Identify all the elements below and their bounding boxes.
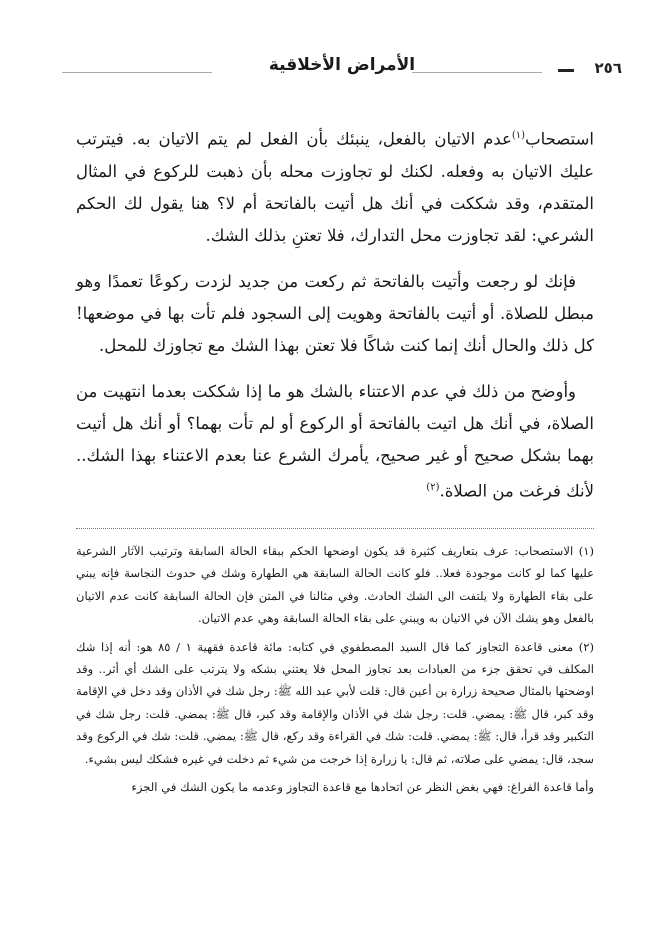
paragraph-1 (76, 120, 594, 252)
running-title: الأمراض الأخلاقية (268, 55, 416, 75)
header-rule-left (62, 72, 212, 73)
footnote-3: وأما قاعدة الفراغ: فهي بغض النظر عن اتحادها مع قاعدة التجاوز وعدمه ما يكون الشك في الجزء (131, 780, 594, 795)
footnote-ref-1[interactable]: (١) (511, 130, 526, 141)
paragraph-1-lead: استصحاب (525, 129, 594, 149)
paragraph-2 (76, 266, 594, 362)
paragraph-2-text: فإنك لو رجعت وأتيت بالفاتحة ثم ركعت من جديد لزدت ركوعًا تعمدًا وهو مبطل للصلاة. أو أتيت بالفاتحة وهويت إلى السجود فلم تأت بها في موضعها! كل ذلك والحال أنك إنما كنت شاكًا فلا تعتن بهذا الشك مع تجاوزك للمحل. (76, 271, 594, 355)
footnotes (76, 540, 594, 804)
footnote-separator (76, 528, 594, 529)
paragraph-1-text: عدم الاتيان بالفعل، ينبئك بأن الفعل لم يتم الاتيان به. فيترتب عليك الاتيان به وفعله. لكنك لو تجاوزت محله بأن ذهبت للركوع في المثال المتقدم، وقد شككت في أنك هل أتيت بالفاتحة أم لا؟ هنا يقول لك الحكم الشرعي: لقد تجاوزت محل التدارك، فلا تعتنِ بذلك الشك. (76, 129, 594, 245)
footnote-ref-2[interactable]: (٢) (426, 481, 440, 493)
main-text (76, 120, 594, 521)
page-header (62, 55, 622, 87)
footnote-2: (٢) معنى قاعدة التجاوز كما قال السيد المصطفوي في كتابه: مائة قاعدة فقهية ١ / ٨٥ هو: أنه إذا شك المكلف في تحقق جزء من العبادات بعد تجاوز المحل فلا يعتني بشكه ولا يترتب على الشك أي أثر.. وقد اوضحتها بالمثال صحيحة زرارة بن أعين قال: قلت لأبي عبد الله ﷺ: رجل شك في الأذان وقد دخل في الإقامة وقد كبر، قال ﷺ: يمضي. قلت: رجل شك في الأذان والإقامة وقد كبر، قال ﷺ: يمضي. قلت: رجل شك في التكبير وقد قرأ، قال: ﷺ: يمضي. قلت: شك في القراءة وقد ركع، قال ﷺ: يمضي. قلت: شك في الركوع وقد سجد، قال: يمضي على صلاته، ثم قال: يا زرارة إذا خرجت من شيء ثم دخلت في غيره فشكك ليس بشيء. (76, 639, 594, 766)
paragraph-3-text: وأوضح من ذلك في عدم الاعتناء بالشك هو ما إذا شككت بعدما انتهيت من الصلاة، في أنك هل اتيت بالفاتحة أو الركوع أو لم تأت بهما؟ أو أنك هل أتيت بهما بشكل صحيح أو غير صحيح، يأمرك الشرع عنا بعدم الاعتناء بهذا الشك.. لأنك فرغت من الصلاة. (76, 381, 594, 500)
paragraph-3 (76, 376, 594, 508)
page-number: ٢٥٦ (594, 59, 622, 77)
footnote-1: (١) الاستصحاب: عرف بتعاريف كثيرة قد يكون اوضحها الحكم ببقاء الحالة السابقة وترتيب الآثار الشرعية عليها كما لو كانت موجودة فعلا.. فلو كانت الحالة السابقة هي الطهارة وشك في حدوث النجاسة فإنه يبني على بقاء الطهارة ولا يلتفت الى الشك الحادث. وفي مثالنا في المتن فإن الحالة السابقة كانت عدم الاتيان بالفعل وهو يشك الآن في الاتيان به ويبني على بقاء الحالة السابقة وهي عدم الاتيان. (76, 544, 594, 626)
